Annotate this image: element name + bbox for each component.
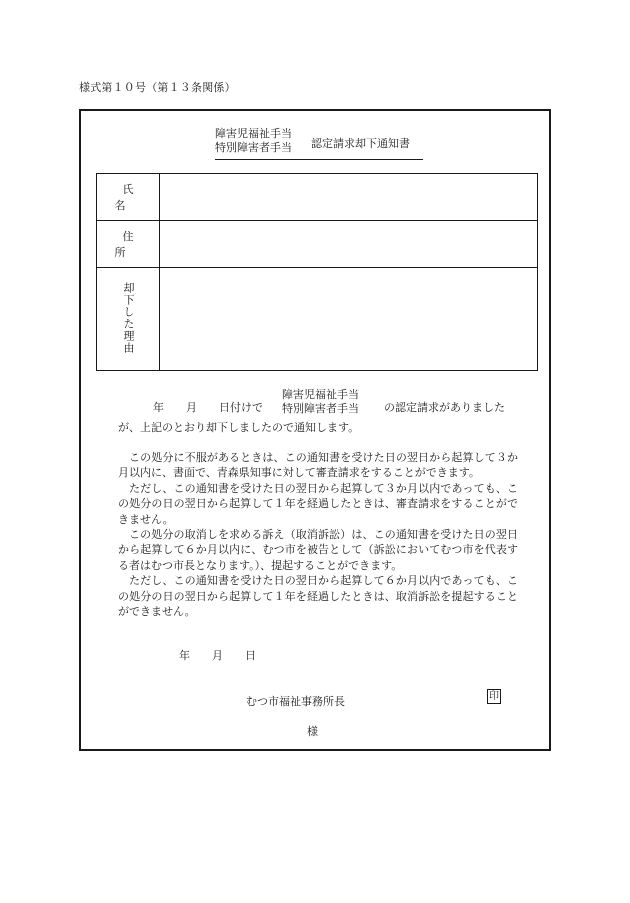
notice-frame — [79, 109, 551, 751]
issue-date: 年 月 日 — [179, 649, 256, 662]
table-row-reason — [97, 268, 538, 371]
appeal-notes — [118, 450, 518, 619]
sentence-allowance-line-2: 特別障害者手当 — [282, 402, 359, 415]
sentence-allowance-types — [282, 388, 359, 416]
title-underline — [215, 159, 423, 160]
address-label: 住所 — [114, 230, 150, 259]
address-field[interactable] — [160, 221, 538, 268]
name-field[interactable] — [160, 174, 538, 221]
issuer-office: むつ市福祉事務所長 — [246, 695, 345, 708]
notice-sentence — [81, 388, 549, 418]
recipient-honorific: 様 — [307, 725, 318, 738]
note-paragraph: この処分に不服があるときは、この通知書を受けた日の翌日から起算して３か月以内に、書面で、青森県知事に対して審査請求をすることができます。 — [118, 451, 518, 480]
note-paragraph: この処分の取消しを求める訴え（取消訴訟）は、この通知書を受けた日の翌日から起算して６か月以内に、むつ市を被告として（訴訟においてむつ市を代表する者はむつ市長となります。）、提起することができます。 — [118, 528, 518, 572]
sentence-tail: の認定請求がありました — [384, 401, 505, 414]
note-paragraph: ただし、この通知書を受けた日の翌日から起算して３か月以内であっても、この処分の日の翌日から起算して１年を経過したときは、審査請求をすることができません。 — [118, 481, 518, 526]
reason-label-cell — [97, 268, 160, 371]
form-number: 様式第１０号（第１３条関係） — [79, 81, 236, 94]
info-table — [96, 173, 538, 371]
reason-label: 却下した理由 — [122, 281, 135, 354]
name-label: 氏名 — [114, 183, 150, 212]
page-title: 認定請求却下通知書 — [311, 137, 410, 150]
sentence-allowance-line-1: 障害児福祉手当 — [282, 388, 359, 401]
address-label-cell — [97, 221, 160, 268]
table-row-address — [97, 221, 538, 268]
reason-field[interactable] — [160, 268, 538, 371]
table-row-name — [97, 174, 538, 221]
name-label-cell — [97, 174, 160, 221]
seal-mark: 印 — [489, 691, 499, 702]
title-line-2: 特別障害者手当 — [215, 141, 292, 154]
sentence-date: 年 月 日付けで — [153, 401, 263, 414]
title-allowance-types — [215, 127, 292, 155]
title-block — [215, 127, 425, 163]
title-line-1: 障害児福祉手当 — [215, 127, 292, 140]
note-paragraph: ただし、この通知書を受けた日の翌日から起算して６か月以内であっても、この処分の日の翌日から起算して１年を経過したときは、取消訴訟を提起することができません。 — [118, 574, 518, 619]
sentence-second-line: が、上記のとおり却下しましたので通知します。 — [118, 421, 360, 434]
